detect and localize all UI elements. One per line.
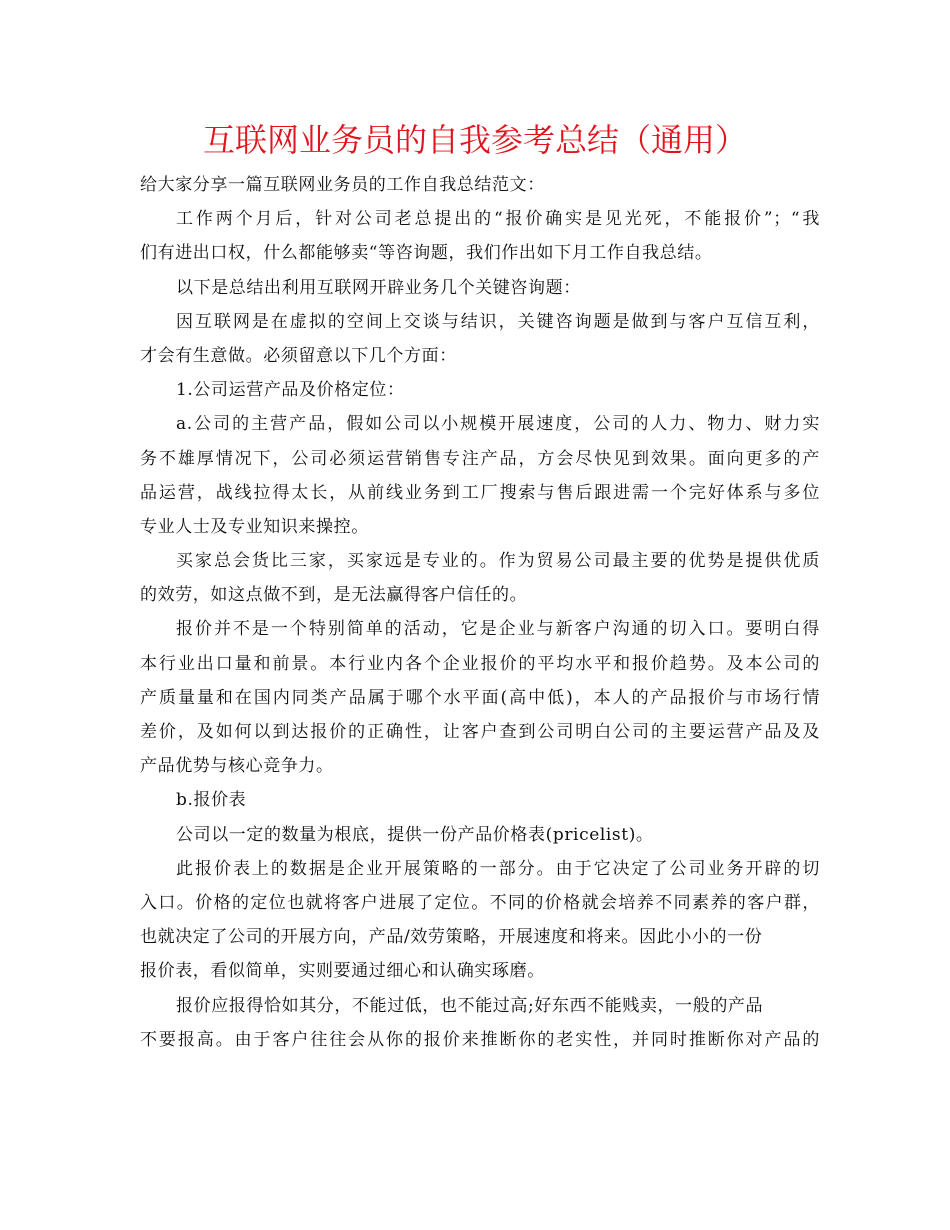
paragraph-line: 以下是总结出利用互联网开辟业务几个关键咨询题： — [176, 277, 581, 298]
paragraph-line: 差价，及如何以到达报价的正确性，让客户查到公司明白公司的主要运营产品及及 — [140, 722, 820, 742]
paragraph-line: 不要报高。由于客户往往会从你的报价来推断你的老实性，并同时推断你对产品的 — [140, 1029, 820, 1050]
document-body — [140, 168, 820, 1057]
paragraph-line: 才会有生意做。必须留意以下几个方面： — [140, 345, 457, 366]
paragraph-line: 们有进出口权，什么都能够卖“等咨询题，我们作出如下月工作自我总结。 — [140, 243, 713, 264]
paragraph-line: 产质量量和在国内同类产品属于哪个水平面(高中低)，本人的产品报价与市场行情 — [140, 687, 820, 708]
paragraph-line: 也就决定了公司的开展方向，产品/效劳策略，开展速度和将来。因此小小的一份 — [140, 927, 763, 948]
paragraph-line: 专业人士及专业知识来操控。 — [140, 516, 369, 537]
paragraph-line: 因互联网是在虚拟的空间上交谈与结识，关键咨询题是做到与客户互信互利， — [176, 311, 820, 332]
paragraph-line: a.公司的主营产品，假如公司以小规模开展速度，公司的人力、物力、财力实 — [176, 414, 820, 435]
paragraph-line: 公司以一定的数量为根底，提供一份产品价格表(pricelist)。 — [176, 824, 654, 845]
paragraph-line: 报价表，看似简单，实则要通过细心和认确实琢磨。 — [140, 961, 545, 982]
paragraph-line: 本行业出口量和前景。本行业内各个企业报价的平均水平和报价趋势。及本公司的 — [140, 653, 820, 674]
paragraph-line: 入口。价格的定位也就将客户进展了定位。不同的价格就会培养不同素养的客户群， — [140, 892, 820, 913]
paragraph-line: 务不雄厚情况下，公司必须运营销售专注产品，方会尽快见到效果。面向更多的产 — [140, 448, 820, 469]
paragraph-line: b.报价表 — [176, 790, 247, 811]
paragraph-line: 产品优势与核心竞争力。 — [140, 756, 334, 777]
paragraph-line: 品运营，战线拉得太长，从前线业务到工厂搜索与售后跟进需一个完好体系与多位 — [140, 482, 820, 503]
paragraph-line: 给大家分享一篇互联网业务员的工作自我总结范文： — [140, 175, 545, 195]
paragraph-line: 买家总会货比三家，买家远是专业的。作为贸易公司最主要的优势是提供优质 — [176, 551, 820, 572]
paragraph-line: 工作两个月后，针对公司老总提出的“报价确实是见光死，不能报价”；“我 — [176, 209, 820, 230]
document-title: 互联网业务员的自我参考总结（通用） — [202, 121, 747, 159]
paragraph-line: 1.公司运营产品及价格定位： — [176, 380, 405, 401]
paragraph-line: 报价应报得恰如其分，不能过低，也不能过高;好东西不能贱卖，一般的产品 — [176, 995, 764, 1016]
paragraph-line: 的效劳，如这点做不到，是无法赢得客户信任的。 — [140, 585, 528, 606]
paragraph-line: 报价并不是一个特别简单的活动，它是企业与新客户沟通的切入口。要明白得 — [176, 619, 820, 640]
paragraph-line: 此报价表上的数据是企业开展策略的一部分。由于它决定了公司业务开辟的切 — [176, 858, 820, 879]
